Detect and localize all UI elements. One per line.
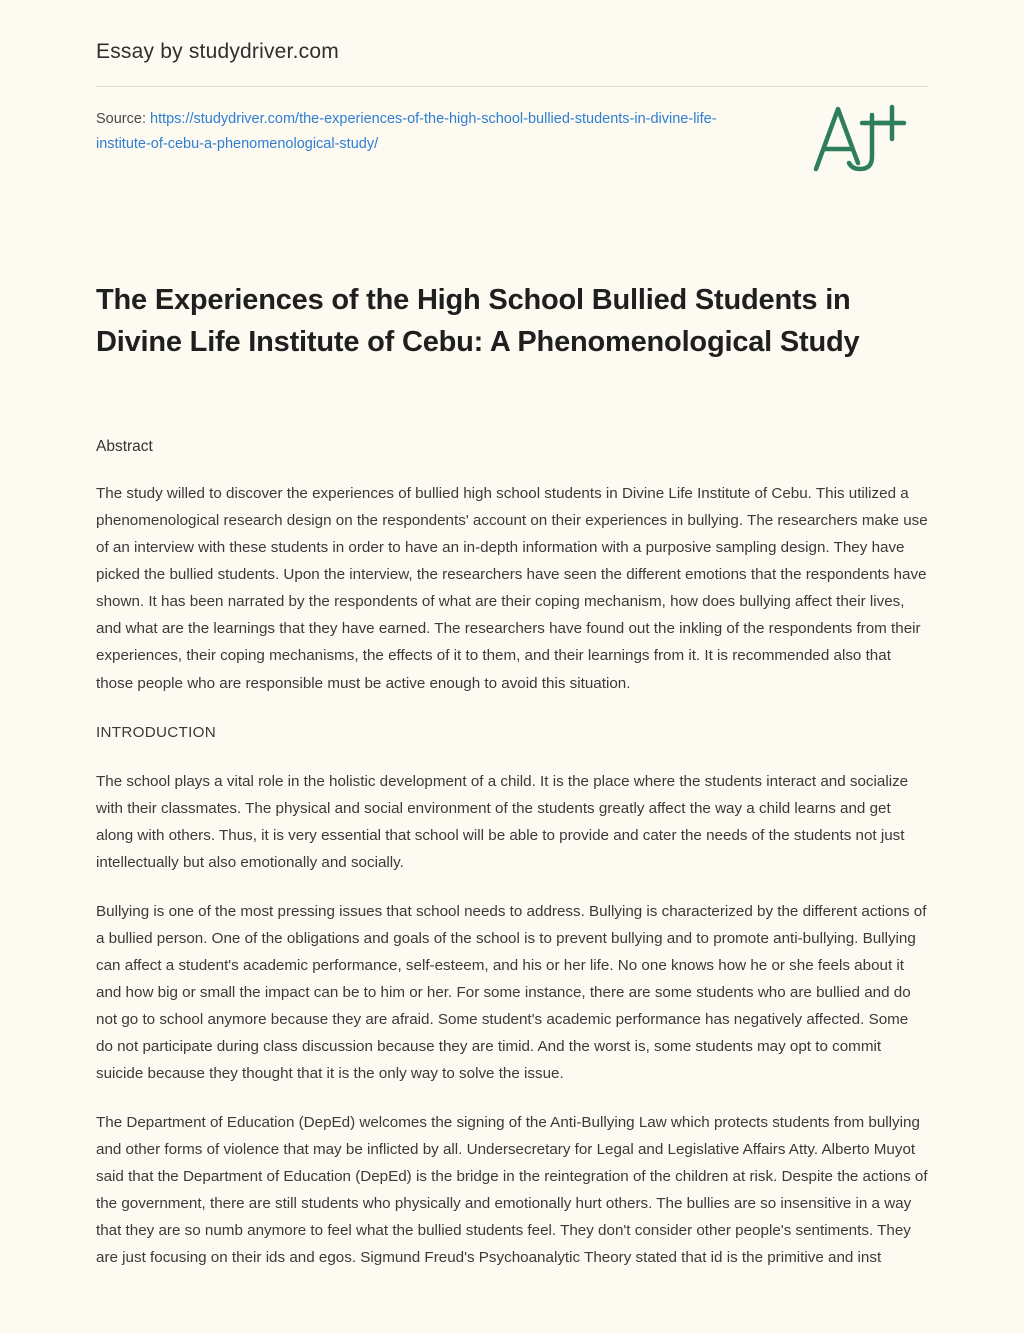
document-body	[0, 382, 1024, 1333]
abstract-heading: Abstract	[96, 438, 153, 456]
essay-byline: Essay by studydriver.com	[96, 40, 339, 63]
body-paragraph: The school plays a vital role in the holistic development of a child. It is the place where the students interact and socialize with their classmates. The physical and social environment of the students greatly affect the way a child learns and get along with others. Thus, it is very essential that school will be able to provide and cater the needs of the students not just intellectually but also emotionally and socially.	[96, 772, 909, 871]
source-label: Source:	[96, 111, 150, 127]
source-line	[96, 107, 756, 158]
studydriver-logo-icon	[800, 93, 910, 185]
abstract-paragraph: The study willed to discover the experiences of bullied high school students in Divine Life Institute of Cebu. This utilized a phenomenological research design on the respondents' account on their experiences in bullying. The researchers make use of an interview with these students in order to have an in-depth information with a purposive sampling design. They have picked the bullied students. Upon the interview, the researchers have seen the different emotions that the respondents have shown. It has been narrated by the respondents of what are their coping mechanism, how does bullying affect their lives, and what are the learnings that they have earned. The researchers have found out the inkling of the respondents from their experiences, their coping mechanisms, the effects of it to them, and their learnings from it. It is recommended also that those people who are responsible must be active enough to avoid this situation.	[96, 485, 928, 692]
source-url-link[interactable]: https://studydriver.com/the-experiences-of-the-high-school-bullied-students-in-divine-life-institute-of-cebu-a-phenomenological-study/	[96, 111, 717, 153]
body-paragraph: Bullying is one of the most pressing issues that school needs to address. Bullying is characterized by the different actions of a bullied person. One of the obligations and goals of the school is to prevent bullying and to promote anti-bullying. Bullying can affect a student's academic performance, self-esteem, and his or her life. No one knows how he or she feels about it and how big or small the impact can be to him or her. For some instance, there are some students who are bullied and do not go to school anymore because they are afraid. Some student's academic performance has negatively affected. Some do not participate during class discussion because they are timid. And the worst is, some students may opt to commit suicide because they thought that it is the only way to solve the issue.	[96, 902, 927, 1083]
body-paragraph: The Department of Education (DepEd) welcomes the signing of the Anti-Bullying Law which protects students from bullying and other forms of violence that may be inflicted by all. Undersecretary for Legal and Legislative Affairs Atty. Alberto Muyot said that the Department of Education (DepEd) is the bridge in the reintegration of the children at risk. Despite the actions of the government, there are still students who physically and emotionally hurt others. The bullies are so insensitive in a way that they are so numb anymore to feel what the bullied students feel. They don't consider other people's sentiments. They are just focusing on their ids and egos. Sigmund Freud's Psychoanalytic Theory stated that id is the primitive and inst	[96, 1114, 928, 1267]
introduction-heading: INTRODUCTION	[96, 723, 217, 741]
source-row	[0, 87, 1024, 185]
page-title: The Experiences of the High School Bullied Students in Divine Life Institute of Cebu: A Phenomenological Study	[96, 284, 860, 358]
page-header	[0, 0, 1024, 87]
